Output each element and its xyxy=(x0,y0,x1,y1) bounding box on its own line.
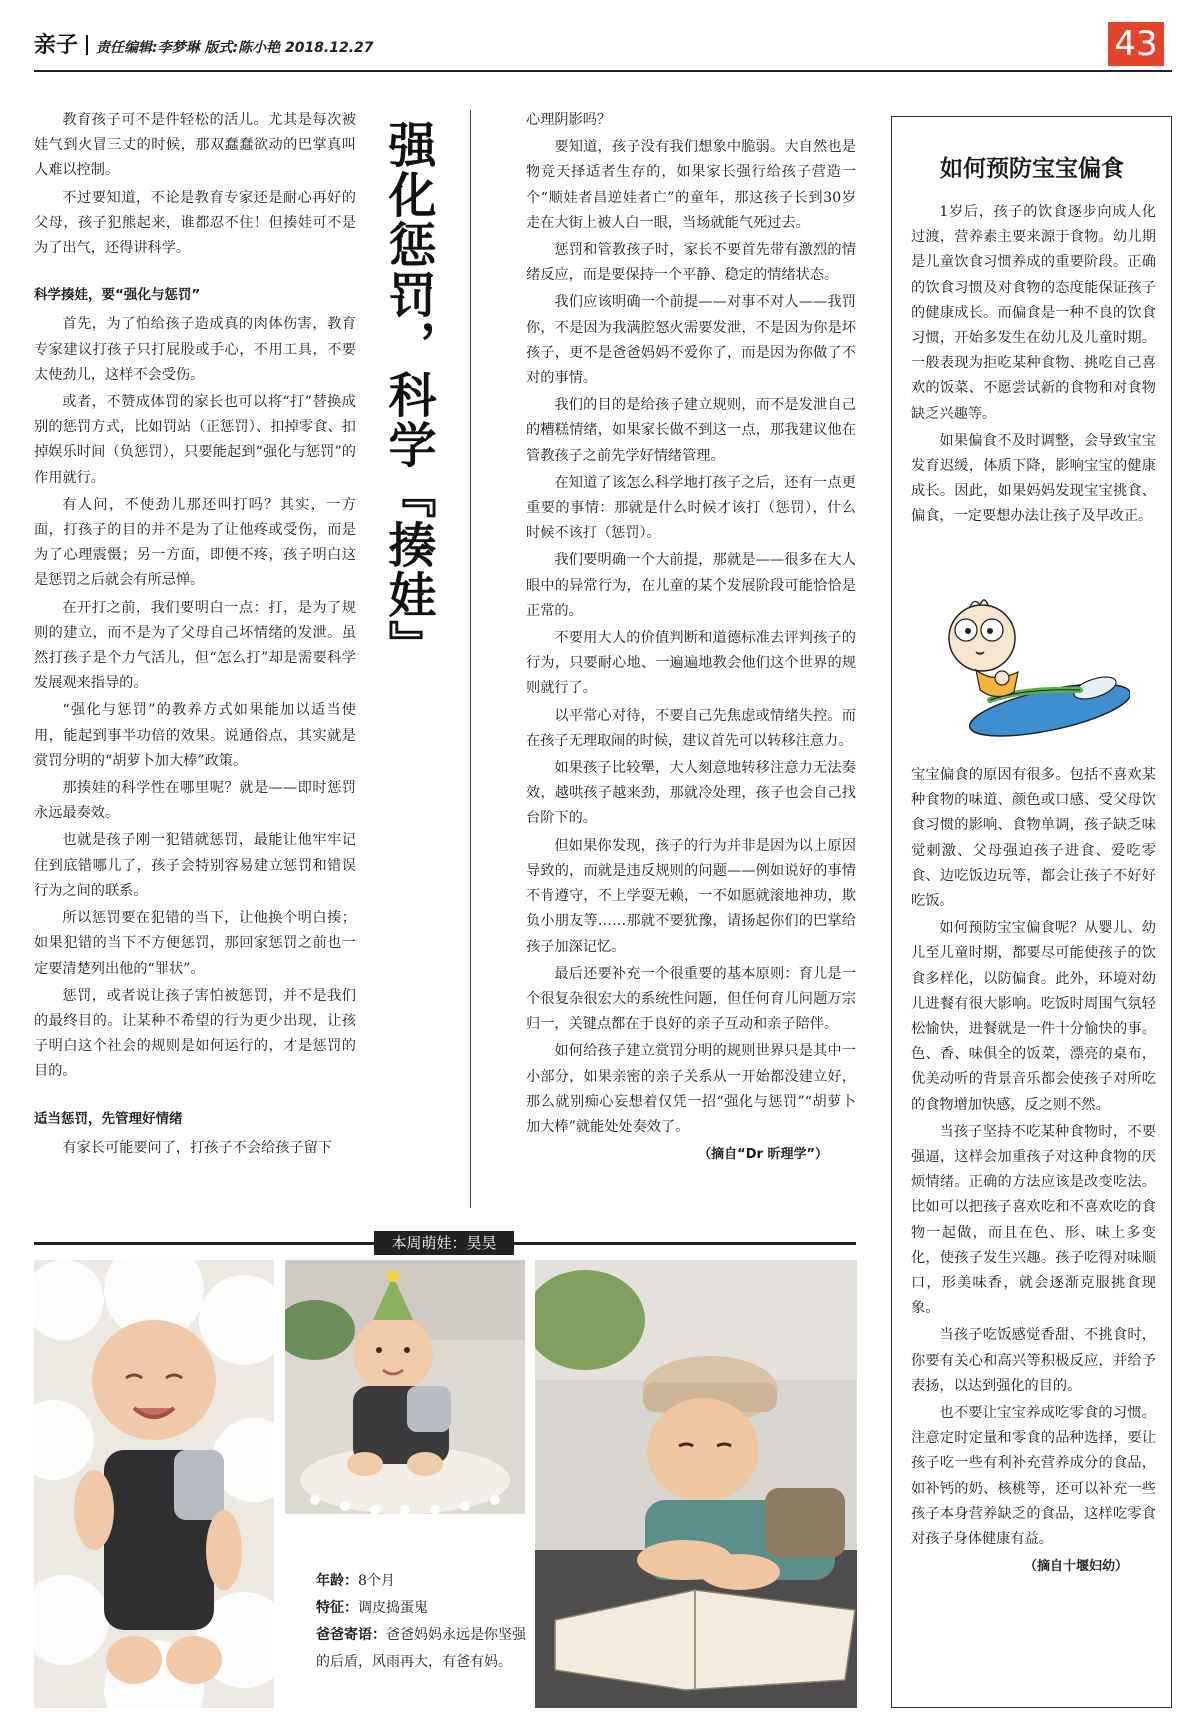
baby-dad-row xyxy=(316,1622,526,1676)
paragraph: 也就是孩子刚一犯错就惩罚，最能让他牢牢记住到底错哪儿了，孩子会特别容易建立惩罚和错误行为之间的联系。 xyxy=(34,832,356,899)
baby-trait-row xyxy=(316,1595,526,1622)
paragraph: “强化与惩罚”的教养方式如果能加以适当使用，能起到事半功倍的效果。说通俗点，其实就是赏罚分明的“胡萝卜加大棒”政策。 xyxy=(34,702,356,769)
paragraph: 如果偏食不及时调整，会导致宝宝发育迟缓，体质下降，影响宝宝的健康成长。因此，如果妈妈发现宝宝挑食、偏食，一定要想办法让孩子及早改正。 xyxy=(911,432,1156,525)
paragraph: 有人问，不使劲儿那还叫打吗？其实，一方面，打孩子的目的并不是为了让他疼或受伤，而是为了心理震慑；另一方面，即便不疼，孩子明白这是惩罚之后就会有所忌惮。 xyxy=(34,496,356,589)
paragraph: 我们要明确一个大前提，那就是——很多在大人眼中的异常行为，在儿童的某个发展阶段可能恰恰是正常的。 xyxy=(526,552,856,619)
baby-eating-illustration xyxy=(930,592,1130,742)
subheading: 科学揍娃，要“强化与惩罚” xyxy=(34,287,201,304)
baby-dad-message: 爸爸妈妈永远是你坚强的后盾，风雨再大，有爸有妈。 xyxy=(316,1627,526,1670)
sidebar-title: 如何预防宝宝偏食 xyxy=(940,155,1124,182)
paragraph: 所以惩罚要在犯错的当下，让他换个明白揍；如果犯错的当下不方便惩罚，那回家惩罚之前也一定要清楚列出他的“罪状”。 xyxy=(34,910,356,977)
baby-trait-value: 调皮捣蛋鬼 xyxy=(358,1600,428,1616)
article-column-2 xyxy=(526,108,856,1167)
baby-photo-party-hat xyxy=(285,1260,525,1514)
paragraph: 当孩子坚持不吃某种食物时，不要强逼，这样会加重孩子对这种食物的厌烦情绪。正确的方法应该是改变吃法。比如可以把孩子喜欢吃和不喜欢吃的食物一起做，而且在色、形、味上多变化，使孩子发生兴趣。孩子吃得对味顺口，形美味香，就会逐渐克服挑食现象。 xyxy=(911,1123,1156,1317)
header-rule xyxy=(34,70,1172,72)
paragraph: 以平常心对待，不要自己先焦虑或情绪失控。而在孩子无理取闹的时候，建议首先可以转移注意力。 xyxy=(526,707,856,749)
baby-info xyxy=(316,1568,526,1676)
paragraph: 或者，不赞成体罚的家长也可以将“打”替换成别的惩罚方式，比如罚站（正惩罚）、扣掉零食、扣掉娱乐时间（负惩罚），只要能起到“强化与惩罚”的作用就行。 xyxy=(34,394,356,486)
paragraph: 首先，为了怕给孩子造成真的肉体伤害，教育专家建议打孩子只打屁股或手心，不用工具，不要太使劲儿，这样不会受伤。 xyxy=(34,316,356,383)
paragraph: 不要用大人的价值判断和道德标准去评判孩子的行为，只要耐心地、一遍遍地教会他们这个世界的规则就行了。 xyxy=(526,630,856,697)
header-divider xyxy=(86,35,88,55)
article-source: （摘自“Dr 昕理学”） xyxy=(698,1147,828,1163)
paragraph: 我们应该明确一个前提——对事不对人——我罚你，不是因为我满腔怒火需要发泄，不是因为你是坏孩子，更不是爸爸妈妈不爱你了，而是因为你做了不对的事情。 xyxy=(526,294,856,387)
sidebar-text-top xyxy=(911,200,1156,532)
article-title: 强化惩罚，科学『揍娃』 xyxy=(380,120,436,670)
paragraph: 要知道，孩子没有我们想象中脆弱。大自然也是物竞天择适者生存的，如果家长强行给孩子营造一个“顺娃者昌逆娃者亡”的童年，那这孩子长到30岁走在大街上被人白一眼，当场就能气死过去。 xyxy=(526,139,856,231)
baby-age-value: 8个月 xyxy=(358,1573,395,1589)
baby-photo-reading-book xyxy=(535,1260,857,1708)
editor-info: 责任编辑:李梦琳 版式:陈小艳 2018.12.27 xyxy=(96,40,374,56)
page-header xyxy=(34,28,1172,68)
paragraph: 那揍娃的科学性在哪里呢？就是——即时惩罚永远最奏效。 xyxy=(34,780,356,822)
subheading: 适当惩罚，先管理好情绪 xyxy=(34,1110,183,1127)
baby-trait-label: 特征： xyxy=(316,1600,358,1616)
article-column-1 xyxy=(34,108,356,1163)
paragraph: 但如果你发现，孩子的行为并非是因为以上原因导致的，而就是违反规则的问题——例如说好的事情不肯遵守，不上学耍无赖，一不如愿就滚地神功，欺负小朋友等……那就不要犹豫，请扬起你们的巴掌给孩子加深记忆。 xyxy=(526,837,856,955)
paragraph: 有家长可能要问了，打孩子不会给孩子留下 xyxy=(62,1139,332,1156)
baby-section-tab: 本周萌娃：昊昊 xyxy=(374,1231,514,1255)
column-divider xyxy=(470,110,471,1208)
paragraph: 最后还要补充一个很重要的基本原则：育儿是一个很复杂很宏大的系统性问题，但任何育儿问题万宗归一，关键点都在于良好的亲子互动和亲子陪伴。 xyxy=(526,965,856,1033)
paragraph: 如果孩子比较犟，大人刻意地转移注意力无法奏效，越哄孩子越来劲，那就冷处理，孩子也会自己找台阶下的。 xyxy=(526,760,856,827)
baby-age-label: 年龄： xyxy=(316,1573,358,1589)
paragraph: 不过要知道，不论是教育专家还是耐心再好的父母，孩子犯熊起来，谁都忍不住！但揍娃可不是为了出气，还得讲科学。 xyxy=(34,189,356,257)
paragraph: 在知道了该怎么科学地打孩子之后，还有一点更重要的事情：那就是什么时候才该打（惩罚），什么时候不该打（惩罚）。 xyxy=(526,474,856,542)
paragraph: 惩罚和管教孩子时，家长不要首先带有激烈的情绪反应，而是要保持一个平静、稳定的情绪状态。 xyxy=(526,242,856,284)
baby-photo-fur-blanket xyxy=(34,1260,274,1708)
paragraph: 当孩子吃饭感觉香甜、不挑食时，你要有关心和高兴等积极反应，并给予表扬，以达到强化的目的。 xyxy=(911,1327,1156,1394)
paragraph: 我们的目的是给孩子建立规则，而不是发泄自己的糟糕情绪，如果家长做不到这一点，那我建议他在管教孩子之前先学好情绪管理。 xyxy=(526,397,856,464)
paragraph: 如何预防宝宝偏食呢？从婴儿、幼儿至儿童时期，都要尽可能使孩子的饮食多样化，以防偏食。此外，环境对幼儿进餐有很大影响。吃饭时周围气氛轻松愉快，进餐就是一件十分愉快的事。色、香、味俱全的饭菜，漂亮的桌布，优美动听的背景音乐都会使孩子对所吃的食物增加快感，反之则不然。 xyxy=(911,920,1156,1113)
article-source: （摘自十堰妇幼） xyxy=(1023,1559,1128,1575)
paragraph: 1岁后，孩子的饮食逐步向成人化过渡，营养素主要来源于食物。幼儿期是儿童饮食习惯养成的重要阶段。正确的饮食习惯及对食物的态度能保证孩子的健康成长。而偏食是一种不良的饮食习惯，开始多发生在幼儿及儿童时期。一般表现为拒吃某种食物、挑吃自己喜欢的饭菜、不愿尝试新的食物和对食物缺乏兴趣等。 xyxy=(911,204,1156,422)
sidebar-text-bottom xyxy=(911,763,1156,1580)
paragraph: 心理阴影吗？ xyxy=(526,112,612,128)
paragraph: 在开打之前，我们要明白一点：打，是为了规则的建立，而不是为了父母自己坏情绪的发泄。虽然打孩子是个力气活儿，但“怎么打”却是需要科学发展观来指导的。 xyxy=(34,599,356,692)
paragraph: 宝宝偏食的原因有很多。包括不喜欢某种食物的味道、颜色或口感、受父母饮食习惯的影响、食物单调，孩子缺乏味觉刺激、父母强迫孩子进食、爱吃零食、边吃饭边玩等，都会让孩子不好好吃饭。 xyxy=(911,767,1156,910)
paragraph: 如何给孩子建立赏罚分明的规则世界只是其中一小部分，如果亲密的亲子关系从一开始都没建立好，那么就别痴心妄想着仅凭一招“强化与惩罚”“胡萝卜加大棒”就能处处奏效了。 xyxy=(526,1043,856,1135)
paragraph: 教育孩子可不是件轻松的活儿。尤其是每次被娃气到火冒三丈的时候，那双蠢蠢欲动的巴掌真叫人难以控制。 xyxy=(34,112,356,179)
baby-age-row xyxy=(316,1568,526,1595)
paragraph: 惩罚，或者说让孩子害怕被惩罚，并不是我们的最终目的。让某种不希望的行为更少出现，让孩子明白这个社会的规则是如何运行的，才是惩罚的目的。 xyxy=(34,987,356,1080)
page-number: 43 xyxy=(1108,22,1164,66)
paragraph: 也不要让宝宝养成吃零食的习惯。注意定时定量和零食的品种选择，要让孩子吃一些有利补充营养成分的食品，如补钙的奶、核桃等，还可以补充一些孩子本身营养缺乏的食品，这样吃零食对孩子身体健康有益。 xyxy=(911,1405,1156,1548)
section-title: 亲子 xyxy=(34,33,79,58)
baby-dad-label: 爸爸寄语： xyxy=(316,1627,386,1643)
